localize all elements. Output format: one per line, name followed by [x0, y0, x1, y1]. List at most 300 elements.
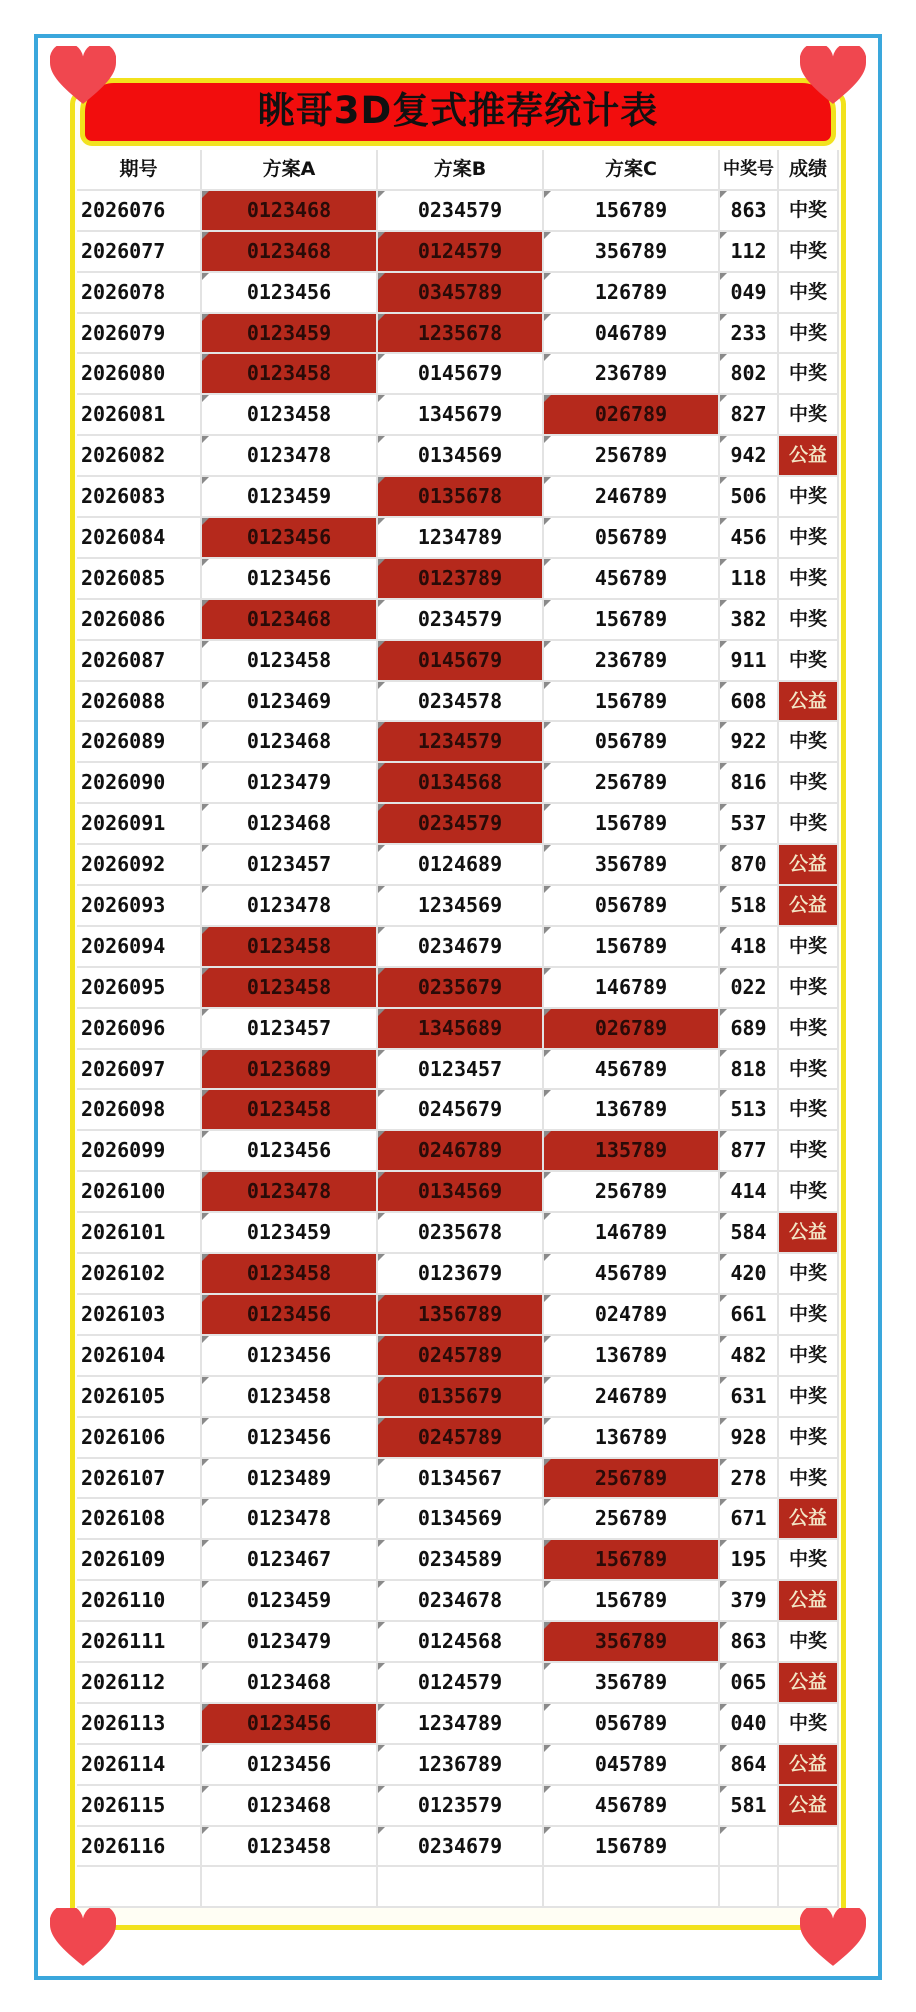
plan-a-cell: 0123456 — [202, 518, 378, 559]
period-cell: 2026109 — [77, 1540, 202, 1581]
table-row — [77, 1581, 839, 1622]
plan-a-cell: 0123468 — [202, 804, 378, 845]
period-cell: 2026111 — [77, 1622, 202, 1663]
header-row — [77, 150, 839, 191]
table-row — [77, 559, 839, 600]
period-cell: 2026110 — [77, 1581, 202, 1622]
plan-b-cell: 0234678 — [378, 1581, 544, 1622]
winning-number-cell: 942 — [720, 436, 779, 477]
plan-c-cell: 156789 — [544, 191, 720, 232]
period-cell: 2026086 — [77, 600, 202, 641]
result-cell: 公益 — [779, 1499, 839, 1540]
period-cell: 2026112 — [77, 1663, 202, 1704]
heart-icon — [800, 1908, 866, 1968]
plan-c-cell: 056789 — [544, 518, 720, 559]
period-cell: 2026092 — [77, 845, 202, 886]
table-row — [77, 1009, 839, 1050]
result-cell: 公益 — [779, 1786, 839, 1827]
period-cell: 2026076 — [77, 191, 202, 232]
empty-row — [77, 1867, 839, 1908]
plan-b-cell: 0235679 — [378, 968, 544, 1009]
plan-c-cell: 156789 — [544, 1540, 720, 1581]
table-row — [77, 1745, 839, 1786]
winning-number-cell: 022 — [720, 968, 779, 1009]
result-cell: 中奖 — [779, 927, 839, 968]
plan-c-cell: 126789 — [544, 273, 720, 314]
plan-a-cell: 0123456 — [202, 1418, 378, 1459]
result-cell: 公益 — [779, 845, 839, 886]
plan-c-cell: 456789 — [544, 559, 720, 600]
plan-c-cell: 136789 — [544, 1418, 720, 1459]
plan-b-cell: 1234579 — [378, 722, 544, 763]
plan-b-cell: 1234789 — [378, 1704, 544, 1745]
plan-a-cell: 0123468 — [202, 1786, 378, 1827]
winning-number-cell: 195 — [720, 1540, 779, 1581]
empty-cell — [378, 1867, 544, 1908]
plan-b-cell: 0134569 — [378, 436, 544, 477]
plan-b-cell: 0234679 — [378, 927, 544, 968]
result-cell: 中奖 — [779, 1172, 839, 1213]
period-cell: 2026115 — [77, 1786, 202, 1827]
plan-b-cell: 0124689 — [378, 845, 544, 886]
plan-a-cell: 0123458 — [202, 1254, 378, 1295]
plan-a-cell: 0123479 — [202, 1622, 378, 1663]
winning-number-cell: 118 — [720, 559, 779, 600]
plan-b-cell: 0123789 — [378, 559, 544, 600]
table-row — [77, 191, 839, 232]
plan-c-cell: 136789 — [544, 1336, 720, 1377]
winning-number-cell: 537 — [720, 804, 779, 845]
plan-b-cell: 1356789 — [378, 1295, 544, 1336]
plan-a-cell: 0123469 — [202, 682, 378, 723]
plan-a-cell: 0123458 — [202, 1090, 378, 1131]
table-row — [77, 722, 839, 763]
table-row — [77, 1827, 839, 1868]
plan-b-cell: 1345679 — [378, 395, 544, 436]
table-row — [77, 1336, 839, 1377]
winning-number-cell: 608 — [720, 682, 779, 723]
plan-a-cell: 0123459 — [202, 314, 378, 355]
plan-c-cell: 256789 — [544, 763, 720, 804]
plan-b-cell: 0123679 — [378, 1254, 544, 1295]
plan-b-cell: 0245789 — [378, 1418, 544, 1459]
result-cell: 公益 — [779, 886, 839, 927]
winning-number-cell — [720, 1827, 779, 1868]
period-cell: 2026089 — [77, 722, 202, 763]
table-row — [77, 1254, 839, 1295]
table-row — [77, 477, 839, 518]
winning-number-cell: 671 — [720, 1499, 779, 1540]
period-cell: 2026082 — [77, 436, 202, 477]
table-row — [77, 314, 839, 355]
plan-b-cell: 0124579 — [378, 232, 544, 273]
period-cell: 2026097 — [77, 1050, 202, 1091]
plan-a-cell: 0123458 — [202, 395, 378, 436]
plan-a-cell: 0123456 — [202, 1745, 378, 1786]
result-cell — [779, 1827, 839, 1868]
period-cell: 2026081 — [77, 395, 202, 436]
period-cell: 2026090 — [77, 763, 202, 804]
winning-number-cell: 278 — [720, 1459, 779, 1500]
result-cell: 中奖 — [779, 1377, 839, 1418]
plan-c-cell: 156789 — [544, 1827, 720, 1868]
table-row — [77, 395, 839, 436]
period-cell: 2026096 — [77, 1009, 202, 1050]
plan-b-cell: 1234569 — [378, 886, 544, 927]
table-body — [77, 191, 839, 1868]
plan-b-cell: 0145679 — [378, 641, 544, 682]
heart-icon — [50, 46, 116, 106]
plan-b-cell: 0234589 — [378, 1540, 544, 1581]
table-row — [77, 1786, 839, 1827]
result-cell: 中奖 — [779, 641, 839, 682]
result-cell: 中奖 — [779, 804, 839, 845]
plan-c-cell: 146789 — [544, 1213, 720, 1254]
empty-cell — [202, 1867, 378, 1908]
period-cell: 2026107 — [77, 1459, 202, 1500]
winning-number-cell: 513 — [720, 1090, 779, 1131]
plan-a-cell: 0123468 — [202, 232, 378, 273]
empty-cell — [720, 1867, 779, 1908]
period-cell: 2026114 — [77, 1745, 202, 1786]
period-cell: 2026079 — [77, 314, 202, 355]
plan-b-cell: 0123579 — [378, 1786, 544, 1827]
table-row — [77, 1131, 839, 1172]
result-cell: 中奖 — [779, 1131, 839, 1172]
plan-b-cell: 1345689 — [378, 1009, 544, 1050]
plan-a-cell: 0123457 — [202, 845, 378, 886]
plan-b-cell: 0134569 — [378, 1172, 544, 1213]
plan-c-cell: 356789 — [544, 232, 720, 273]
winning-number-cell: 661 — [720, 1295, 779, 1336]
winning-number-cell: 631 — [720, 1377, 779, 1418]
result-cell: 中奖 — [779, 518, 839, 559]
plan-b-cell: 0134568 — [378, 763, 544, 804]
plan-c-cell: 056789 — [544, 886, 720, 927]
plan-a-cell: 0123457 — [202, 1009, 378, 1050]
plan-b-cell: 0234578 — [378, 682, 544, 723]
period-cell: 2026102 — [77, 1254, 202, 1295]
table-row — [77, 763, 839, 804]
plan-c-cell: 056789 — [544, 1704, 720, 1745]
result-cell: 公益 — [779, 1213, 839, 1254]
table-row — [77, 273, 839, 314]
winning-number-cell: 877 — [720, 1131, 779, 1172]
winning-number-cell: 581 — [720, 1786, 779, 1827]
winning-number-cell: 816 — [720, 763, 779, 804]
table-row — [77, 1459, 839, 1500]
table-row — [77, 518, 839, 559]
table-row — [77, 1213, 839, 1254]
winning-number-cell: 049 — [720, 273, 779, 314]
plan-b-cell: 0135678 — [378, 477, 544, 518]
table-row — [77, 886, 839, 927]
plan-a-cell: 0123456 — [202, 273, 378, 314]
winning-number-cell: 864 — [720, 1745, 779, 1786]
period-cell: 2026104 — [77, 1336, 202, 1377]
page-title: 眺哥3D复式推荐统计表 — [257, 89, 659, 132]
winning-number-cell: 863 — [720, 1622, 779, 1663]
plan-b-cell: 0234579 — [378, 600, 544, 641]
plan-a-cell: 0123459 — [202, 477, 378, 518]
plan-a-cell: 0123456 — [202, 1336, 378, 1377]
result-cell: 公益 — [779, 682, 839, 723]
plan-a-cell: 0123458 — [202, 1377, 378, 1418]
plan-b-cell: 0145679 — [378, 354, 544, 395]
plan-c-cell: 156789 — [544, 1581, 720, 1622]
table-row — [77, 354, 839, 395]
winning-number-cell: 112 — [720, 232, 779, 273]
winning-number-cell: 922 — [720, 722, 779, 763]
plan-c-cell: 356789 — [544, 1622, 720, 1663]
table-row — [77, 845, 839, 886]
plan-c-cell: 456789 — [544, 1050, 720, 1091]
plan-c-cell: 135789 — [544, 1131, 720, 1172]
plan-a-cell: 0123468 — [202, 1663, 378, 1704]
winning-number-cell: 818 — [720, 1050, 779, 1091]
winning-number-cell: 040 — [720, 1704, 779, 1745]
result-cell: 中奖 — [779, 1336, 839, 1377]
table-row — [77, 600, 839, 641]
plan-b-cell: 0134569 — [378, 1499, 544, 1540]
plan-a-cell: 0123458 — [202, 641, 378, 682]
stats-table — [77, 150, 839, 1908]
result-cell: 中奖 — [779, 1009, 839, 1050]
plan-a-cell: 0123456 — [202, 1295, 378, 1336]
winning-number-cell: 863 — [720, 191, 779, 232]
period-cell: 2026077 — [77, 232, 202, 273]
header-result: 成绩 — [779, 150, 839, 191]
plan-b-cell: 0135679 — [378, 1377, 544, 1418]
plan-c-cell: 246789 — [544, 1377, 720, 1418]
plan-a-cell: 0123468 — [202, 191, 378, 232]
result-cell: 中奖 — [779, 354, 839, 395]
result-cell: 中奖 — [779, 1540, 839, 1581]
table-row — [77, 1540, 839, 1581]
result-cell: 中奖 — [779, 232, 839, 273]
plan-c-cell: 456789 — [544, 1254, 720, 1295]
table-row — [77, 641, 839, 682]
table-row — [77, 927, 839, 968]
plan-b-cell: 0124579 — [378, 1663, 544, 1704]
plan-c-cell: 246789 — [544, 477, 720, 518]
result-cell: 中奖 — [779, 1295, 839, 1336]
table-row — [77, 1295, 839, 1336]
winning-number-cell: 382 — [720, 600, 779, 641]
period-cell: 2026108 — [77, 1499, 202, 1540]
table-row — [77, 1704, 839, 1745]
table-row — [77, 436, 839, 477]
plan-c-cell: 256789 — [544, 1172, 720, 1213]
table-row — [77, 1090, 839, 1131]
plan-a-cell: 0123467 — [202, 1540, 378, 1581]
plan-c-cell: 256789 — [544, 1499, 720, 1540]
plan-b-cell: 0235678 — [378, 1213, 544, 1254]
table-row — [77, 1499, 839, 1540]
period-cell: 2026085 — [77, 559, 202, 600]
plan-c-cell: 236789 — [544, 641, 720, 682]
result-cell: 公益 — [779, 1745, 839, 1786]
plan-b-cell: 0234579 — [378, 191, 544, 232]
period-cell: 2026094 — [77, 927, 202, 968]
plan-b-cell: 1235678 — [378, 314, 544, 355]
period-cell: 2026078 — [77, 273, 202, 314]
winning-number-cell: 456 — [720, 518, 779, 559]
plan-c-cell: 156789 — [544, 804, 720, 845]
plan-c-cell: 156789 — [544, 600, 720, 641]
period-cell: 2026100 — [77, 1172, 202, 1213]
table-row — [77, 1418, 839, 1459]
result-cell: 中奖 — [779, 1254, 839, 1295]
plan-b-cell: 0123457 — [378, 1050, 544, 1091]
plan-b-cell: 0245789 — [378, 1336, 544, 1377]
plan-a-cell: 0123468 — [202, 600, 378, 641]
plan-b-cell: 0234679 — [378, 1827, 544, 1868]
winning-number-cell: 379 — [720, 1581, 779, 1622]
result-cell: 中奖 — [779, 1622, 839, 1663]
table-row — [77, 968, 839, 1009]
result-cell: 中奖 — [779, 763, 839, 804]
plan-b-cell: 0134567 — [378, 1459, 544, 1500]
winning-number-cell: 065 — [720, 1663, 779, 1704]
plan-a-cell: 0123468 — [202, 722, 378, 763]
winning-number-cell: 584 — [720, 1213, 779, 1254]
result-cell: 中奖 — [779, 273, 839, 314]
plan-b-cell: 1236789 — [378, 1745, 544, 1786]
plan-c-cell: 136789 — [544, 1090, 720, 1131]
result-cell: 中奖 — [779, 722, 839, 763]
plan-c-cell: 045789 — [544, 1745, 720, 1786]
period-cell: 2026101 — [77, 1213, 202, 1254]
period-cell: 2026099 — [77, 1131, 202, 1172]
plan-a-cell: 0123456 — [202, 1131, 378, 1172]
plan-a-cell: 0123458 — [202, 1827, 378, 1868]
period-cell: 2026105 — [77, 1377, 202, 1418]
period-cell: 2026106 — [77, 1418, 202, 1459]
winning-number-cell: 482 — [720, 1336, 779, 1377]
plan-b-cell: 1234789 — [378, 518, 544, 559]
plan-c-cell: 356789 — [544, 1663, 720, 1704]
result-cell: 中奖 — [779, 600, 839, 641]
plan-a-cell: 0123689 — [202, 1050, 378, 1091]
period-cell: 2026103 — [77, 1295, 202, 1336]
result-cell: 中奖 — [779, 395, 839, 436]
result-cell: 中奖 — [779, 1704, 839, 1745]
plan-c-cell: 456789 — [544, 1786, 720, 1827]
plan-c-cell: 156789 — [544, 682, 720, 723]
period-cell: 2026080 — [77, 354, 202, 395]
plan-c-cell: 256789 — [544, 436, 720, 477]
table-row — [77, 232, 839, 273]
plan-a-cell: 0123478 — [202, 1172, 378, 1213]
plan-a-cell: 0123456 — [202, 1704, 378, 1745]
plan-a-cell: 0123458 — [202, 927, 378, 968]
winning-number-cell: 928 — [720, 1418, 779, 1459]
winning-number-cell: 420 — [720, 1254, 779, 1295]
winning-number-cell: 233 — [720, 314, 779, 355]
plan-c-cell: 026789 — [544, 395, 720, 436]
period-cell: 2026116 — [77, 1827, 202, 1868]
plan-a-cell: 0123478 — [202, 886, 378, 927]
plan-c-cell: 256789 — [544, 1459, 720, 1500]
table-row — [77, 1622, 839, 1663]
result-cell: 公益 — [779, 1581, 839, 1622]
result-cell: 中奖 — [779, 477, 839, 518]
winning-number-cell: 506 — [720, 477, 779, 518]
plan-b-cell: 0234579 — [378, 804, 544, 845]
plan-c-cell: 046789 — [544, 314, 720, 355]
winning-number-cell: 414 — [720, 1172, 779, 1213]
plan-b-cell: 0124568 — [378, 1622, 544, 1663]
header-qi: 期号 — [77, 150, 202, 191]
plan-c-cell: 056789 — [544, 722, 720, 763]
result-cell: 中奖 — [779, 559, 839, 600]
plan-a-cell: 0123478 — [202, 1499, 378, 1540]
empty-cell — [544, 1867, 720, 1908]
result-cell: 中奖 — [779, 1090, 839, 1131]
winning-number-cell: 418 — [720, 927, 779, 968]
winning-number-cell: 689 — [720, 1009, 779, 1050]
table-row — [77, 1172, 839, 1213]
heart-icon — [50, 1908, 116, 1968]
plan-a-cell: 0123459 — [202, 1213, 378, 1254]
plan-c-cell: 236789 — [544, 354, 720, 395]
header-b: 方案B — [378, 150, 544, 191]
table-row — [77, 1377, 839, 1418]
heart-icon — [800, 46, 866, 106]
table-row — [77, 804, 839, 845]
table-row — [77, 1050, 839, 1091]
header-c: 方案C — [544, 150, 720, 191]
period-cell: 2026113 — [77, 1704, 202, 1745]
plan-a-cell: 0123459 — [202, 1581, 378, 1622]
plan-c-cell: 024789 — [544, 1295, 720, 1336]
result-cell: 中奖 — [779, 1050, 839, 1091]
period-cell: 2026095 — [77, 968, 202, 1009]
result-cell: 公益 — [779, 1663, 839, 1704]
period-cell: 2026083 — [77, 477, 202, 518]
winning-number-cell: 518 — [720, 886, 779, 927]
empty-cell — [77, 1867, 202, 1908]
winning-number-cell: 827 — [720, 395, 779, 436]
table-row — [77, 1663, 839, 1704]
plan-b-cell: 0246789 — [378, 1131, 544, 1172]
plan-c-cell: 026789 — [544, 1009, 720, 1050]
winning-number-cell: 870 — [720, 845, 779, 886]
winning-number-cell: 911 — [720, 641, 779, 682]
plan-a-cell: 0123489 — [202, 1459, 378, 1500]
period-cell: 2026098 — [77, 1090, 202, 1131]
plan-c-cell: 356789 — [544, 845, 720, 886]
result-cell: 公益 — [779, 436, 839, 477]
period-cell: 2026093 — [77, 886, 202, 927]
header-num: 中奖号 — [720, 150, 779, 191]
result-cell: 中奖 — [779, 314, 839, 355]
result-cell: 中奖 — [779, 968, 839, 1009]
plan-c-cell: 156789 — [544, 927, 720, 968]
period-cell: 2026091 — [77, 804, 202, 845]
period-cell: 2026084 — [77, 518, 202, 559]
plan-b-cell: 0345789 — [378, 273, 544, 314]
table-row — [77, 682, 839, 723]
result-cell: 中奖 — [779, 1418, 839, 1459]
winning-number-cell: 802 — [720, 354, 779, 395]
result-cell: 中奖 — [779, 1459, 839, 1500]
plan-a-cell: 0123456 — [202, 559, 378, 600]
header-a: 方案A — [202, 150, 378, 191]
period-cell: 2026088 — [77, 682, 202, 723]
plan-a-cell: 0123478 — [202, 436, 378, 477]
